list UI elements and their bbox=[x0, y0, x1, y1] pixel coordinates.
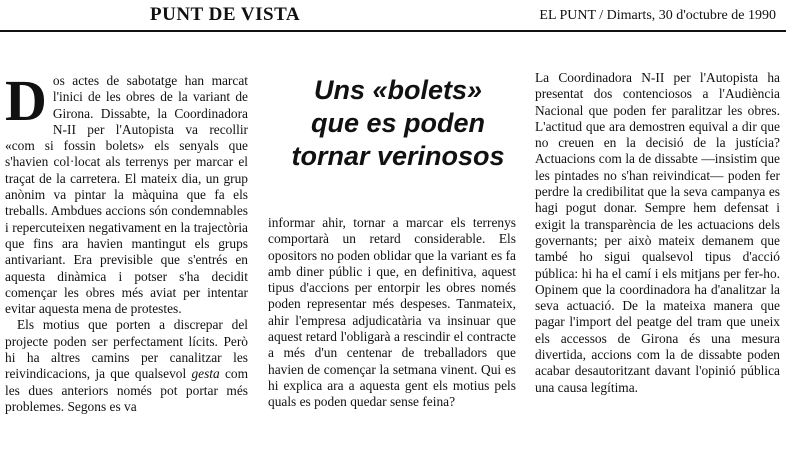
column-2 bbox=[268, 215, 516, 411]
column-1 bbox=[5, 68, 248, 415]
header-rule bbox=[0, 30, 786, 32]
paragraph-2-text-a: Els motius que porten a discrepar del projecte poden ser perfectament lícits. Però hi ha altres camins per canalitzar les reivindicacions, ja que qualsevol bbox=[5, 317, 248, 382]
article-headline bbox=[278, 74, 518, 173]
headline-line-3: tornar verinosos bbox=[291, 141, 505, 171]
paragraph-2 bbox=[5, 317, 248, 415]
drop-cap: D bbox=[5, 68, 47, 133]
masthead-date: EL PUNT / Dimarts, 30 d'octubre de 1990 bbox=[539, 8, 776, 23]
paragraph-4: La Coordinadora N-II per l'Autopista ha presentat dos contenciosos a l'Audiència Nacional que poden fer paralitzar les obres. L'actitud que ara demostren equival a dir que no creuen en la decisió de la justícia? Actuacions com la de dissabte —insistim que les pintades no s'han reivindicat— poden fer perdre la credibilitat que la seva campanya es hagi pogut donar. Sempre hem defensat i exigit la transparència de les actuacions dels governants; per això mateix demanem que també ho sigui qualsevol tipus d'acció pública: hi ha el camí i els mitjans per fer-ho. Opinem que la coordinadora ha d'analitzar la seva actuació. De la mateixa manera que pagar l'import del peatge del tram que uneix els accessos de Girona és una mesura divertida, accions com la de dissabte poden acabar desautoritzant davant l'opinió pública una causa legítima. bbox=[535, 70, 780, 395]
paragraph-2-italic-word: gesta bbox=[191, 366, 220, 382]
paragraph-2-text-b: com les dues anteriors només pot portar més problemes. Segons es va bbox=[5, 366, 248, 414]
paragraph-1 bbox=[5, 68, 248, 317]
headline-line-2: que es poden bbox=[310, 108, 486, 138]
page-header bbox=[0, 0, 786, 30]
column-3 bbox=[535, 70, 780, 396]
headline-line-1: Uns «bolets» bbox=[313, 75, 483, 105]
paragraph-1-text: os actes de sabotatge han marcat l'inici de les obres de la variant de Girona. Dissabte, la Coordinadora N-II per l'Autopista va recollir «com si fossin bolets» els senyals que s'havien col·locat als terrenys per marcar el traçat de la carretera. El mateix dia, un grup anònim va pintar la màquina que fa els treballs. Ambdues accions són condemnables i repercuteixen negativament en la trajectòria que fins ara havien mantingut els grups antivariant. Era previsible que s'entrés en aquesta dinàmica i potser s'ha decidit començar les obres més aviat per intentar evitar aquesta mena de protestes. bbox=[5, 73, 248, 317]
section-title: PUNT DE VISTA bbox=[150, 4, 301, 25]
paragraph-3: informar ahir, tornar a marcar els terrenys comportarà un retard considerable. Els opositors no poden oblidar que la variant es fa amb diner públic i que, en definitiva, aquest tipus d'accions per entorpir les obres només poden representar més despeses. Tanmateix, ahir l'empresa adjudicatària va insinuar que aquest retard l'obligarà a rescindir el contracte a més d'un centenar de treballadors que havien de començar la setmana vinent. Qui es hi explica ara a aquesta gent els motius pels quals es poden quedar sense feina? bbox=[268, 215, 516, 410]
